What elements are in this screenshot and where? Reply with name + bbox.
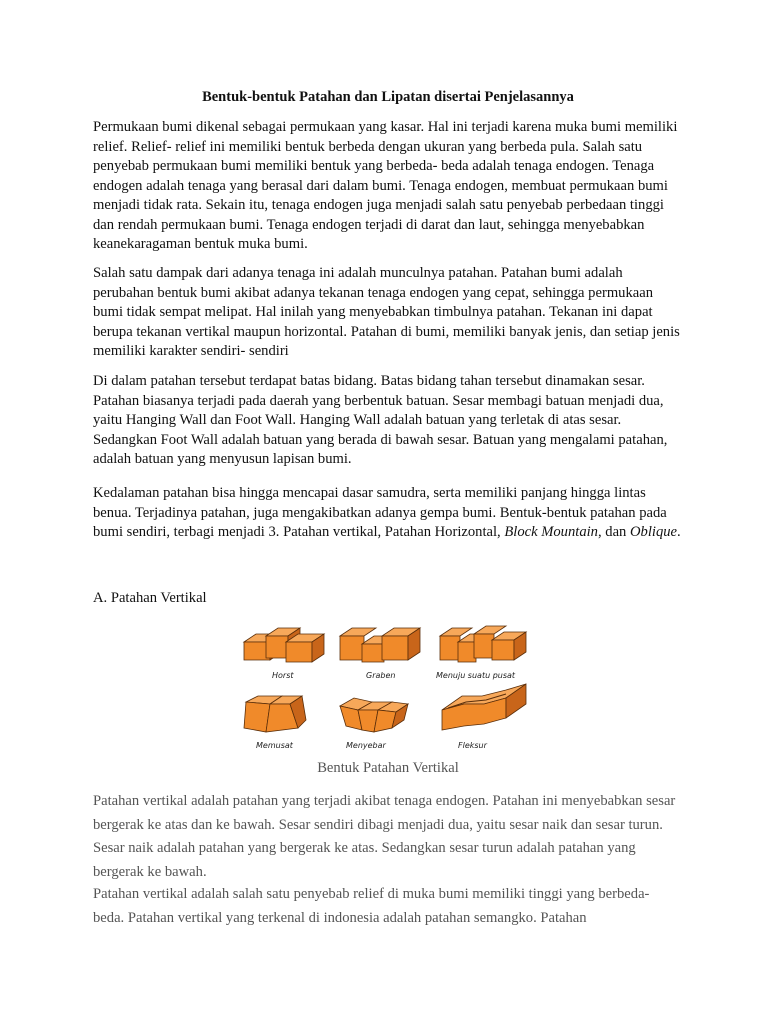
- label-menuju-suatu-pusat: Menuju suatu pusat: [436, 671, 516, 680]
- paragraph-4-mid: , dan: [597, 524, 631, 540]
- block-mountain-term: Block Mountain: [504, 524, 598, 540]
- paragraph-4-start: Kedalaman patahan bisa hingga mencapai dasar samudra, serta memiliki panjang hingga lintas benua. Terjadinya patahan, juga mengakibatkan adanya gempa bumi. Bentuk-bentuk patahan pada bumi sendiri, terbagi menjadi 3. Patahan vertikal, Patahan Horizontal,: [93, 485, 667, 540]
- memusat-diagram: [244, 696, 306, 732]
- paragraph-2: Salah satu dampak dari adanya tenaga ini adalah munculnya patahan. Patahan bumi adalah perubahan bentuk bumi akibat adanya tekanan tenaga endogen yang cepat, sehingga permukaan bumi tidak sempat melipat. Hal inilah yang menyebabkan timbulnya patahan. Tekanan ini dapat berupa tekanan vertikal maupun horizontal. Patahan di bumi, memiliki banyak jenis, dan setiap jenis memiliki karakter sendiri- sendiri: [93, 265, 680, 359]
- document-title: Bentuk-bentuk Patahan dan Lipatan disertai Penjelasannya: [202, 89, 574, 105]
- paragraph-6: Patahan vertikal adalah salah satu penyebab relief di muka bumi memiliki tinggi yang berbeda- beda. Patahan vertikal yang terkenal di indonesia adalah patahan semangko. Patahan: [93, 886, 650, 926]
- menuju-suatu-pusat-diagram: [440, 626, 526, 662]
- section-heading-a: A. Patahan Vertikal: [93, 590, 207, 606]
- paragraph-4-end: .: [677, 524, 681, 540]
- label-memusat: Memusat: [256, 741, 293, 750]
- paragraph-4: [93, 484, 683, 543]
- label-graben: Graben: [366, 671, 396, 680]
- paragraph-3: Di dalam patahan tersebut terdapat batas bidang. Batas bidang tahan tersebut dinamakan sesar. Patahan biasanya terjadi pada daerah yang berbentuk batuan. Sesar membagi batuan menjadi dua, yaitu Hanging Wall dan Foot Wall. Hanging Wall adalah batuan yang terletak di atas sesar. Sedangkan Foot Wall adalah batuan yang berada di bawah sesar. Batuan yang mengalami patahan, adalah batuan yang menyusun lapisan bumi.: [93, 373, 668, 467]
- paragraph-1: Permukaan bumi dikenal sebagai permukaan yang kasar. Hal ini terjadi karena muka bumi memiliki relief. Relief- relief ini memiliki bentuk berbeda dengan ukuran yang berbeda pula. Salah satu penyebab permukaan bumi memiliki bentuk yang berbeda- beda adalah tenaga endogen. Tenaga endogen adalah tenaga yang berasal dari dalam bumi. Tenaga endogen, membuat permukaan bumi menjadi tidak rata. Sekain itu, tenaga endogen juga menjadi salah satu penyebab perbedaan tinggi dan rendah permukaan bumi. Tenaga endogen terjadi di darat dan laut, sehingga menyebabkan keanekaragaman bentuk muka bumi.: [93, 119, 678, 252]
- label-menyebar: Menyebar: [346, 741, 386, 750]
- paragraph-5: Patahan vertikal adalah patahan yang terjadi akibat tenaga endogen. Patahan ini menyebabkan sesar bergerak ke atas dan ke bawah. Sesar sendiri dibagi menjadi dua, yaitu sesar naik dan sesar turun. Sesar naik adalah patahan yang bergerak ke atas. Sedangkan sesar turun adalah patahan yang bergerak ke bawah.: [93, 793, 676, 880]
- oblique-term: Oblique: [630, 524, 678, 540]
- label-horst: Horst: [272, 671, 294, 680]
- figure-caption: Bentuk Patahan Vertikal: [317, 760, 459, 776]
- fleksur-diagram: [442, 684, 526, 730]
- graben-diagram: [340, 628, 420, 662]
- horst-diagram: [244, 628, 324, 662]
- menyebar-diagram: [340, 698, 408, 732]
- fault-illustration: [236, 622, 536, 754]
- label-fleksur: Fleksur: [458, 741, 487, 750]
